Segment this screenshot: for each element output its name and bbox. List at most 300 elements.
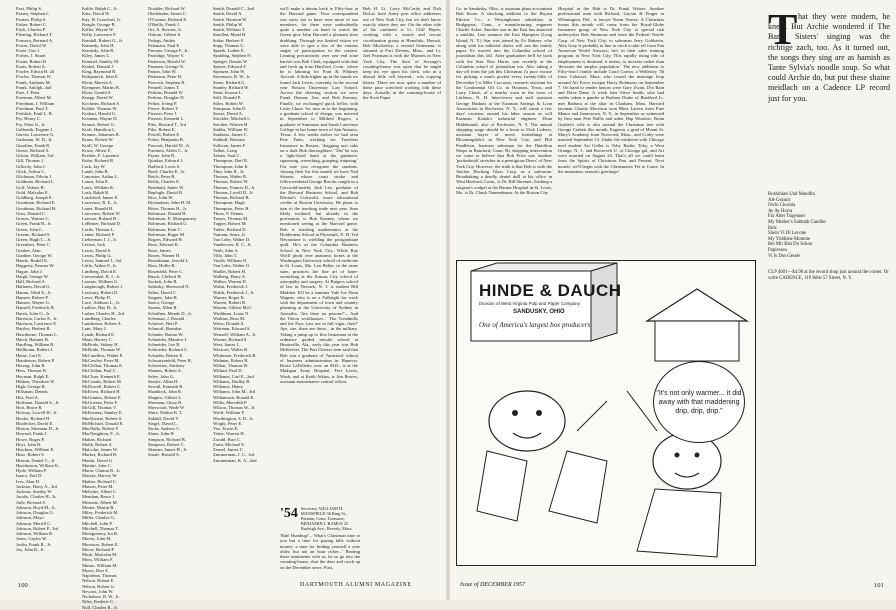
member-name: Pennell, James T.	[148, 84, 180, 90]
issue-footer: Issue of DECEMBER 1957	[460, 582, 526, 588]
class-notes-column-8	[558, 6, 664, 250]
member-name: Fonseca, Bernard A.	[16, 37, 54, 43]
member-name: Warren, Gilbert McC.	[213, 305, 253, 311]
member-name: Mester, Martin B.	[82, 504, 115, 510]
member-name: Gashman, W. D., Jr.	[16, 137, 53, 143]
member-name: Schwarzenfeld, Peter B.	[148, 357, 192, 363]
member-name: Walberg, Harry E.	[213, 273, 247, 279]
member-name: Hordecker, David E.	[16, 420, 54, 426]
member-name: Heyman, Ralph E.	[16, 373, 50, 379]
member-name: Goss, Donald C.	[16, 210, 47, 216]
member-name: Fowler, Edwin H. 2d	[16, 69, 55, 74]
member-name: Hatch, Hamner B.	[16, 336, 50, 342]
member-name: Shaddock, John R.	[148, 389, 183, 395]
member-name: Yeo, Erwin E.	[213, 426, 239, 431]
member-name: Greenlees, Peter C.	[16, 242, 52, 248]
member-name: Palamara, Paul E.	[148, 42, 181, 48]
member-name: Thrax, P. Dennis	[213, 210, 244, 216]
member-name: Schroeder, Richard C.	[148, 347, 189, 353]
member-name: Schiever, Bert P.	[148, 321, 179, 326]
member-name: Montgomery, Ira B.	[82, 531, 119, 536]
member-name: Harris, John G., Jr.	[16, 310, 51, 316]
member-name: Pierson, Peter J.	[148, 111, 178, 116]
drop-cap: T	[768, 5, 798, 54]
member-name: Stowe, David A.	[213, 111, 244, 116]
member-name: Munro, William M.	[82, 562, 118, 568]
member-name: Replogle, David R.	[148, 189, 184, 195]
member-name: Gillooly, John J.	[16, 163, 46, 169]
member-name: Kimmel, Stanley M.	[82, 58, 120, 64]
member-name: Napoleon, Thomas	[82, 573, 117, 578]
ad-location: SANDUSKY, OHIO	[513, 309, 565, 315]
member-name: Osborn, Gilbert S.	[148, 32, 182, 38]
member-name: Heilbronn, Robert J.	[16, 347, 54, 353]
member-name: Willis, Meredith P.	[213, 399, 248, 405]
member-name: Thomas, Walter R.	[213, 174, 248, 179]
member-name: McGovern, Peter F.	[82, 399, 118, 405]
member-name: Pike, Robert E.	[148, 126, 176, 132]
member-name: Jones, Gaylor W.	[16, 536, 48, 542]
member-name: Robinson, Roger M.	[148, 231, 186, 237]
member-name: Van Lobe, Walter D.	[213, 237, 251, 242]
member-name: Kennedy, John H.	[82, 42, 115, 48]
member-name: Patton, John W.	[148, 69, 177, 74]
member-name: LeBeuter, Richard D.	[82, 221, 121, 227]
member-name: Quinlan, Edward J.	[148, 158, 184, 164]
member-name: Robinson, E. Montgomery	[148, 216, 197, 221]
member-name: Zensel, James T.	[213, 447, 244, 452]
member-name: McCandless, Walter P.	[82, 352, 123, 358]
member-name: Thomas, Richard B.	[213, 195, 250, 200]
member-name: Thin, John R., Jr.	[213, 168, 245, 174]
member-name: Stanley, Richard W.	[213, 84, 250, 90]
member-name: Thompson, Hugh	[213, 200, 245, 206]
notes-paragraph-intro: 'Bah! Humbug!'... What's Christmas time to you but a time for paying bills without money; a time for finding yourself a year older, but not an hour richer...' Bearing these sentiments with us, let us go into the counting-house, shut the door and catch up on the December news. First,	[280, 533, 360, 570]
member-name: Mosk, Malcolm M.	[82, 552, 118, 557]
member-name: Parsons, George F., Jr.	[148, 48, 189, 53]
member-name: Malcolm, James W.	[82, 447, 118, 452]
member-name: MacNally, Robert F.	[82, 426, 119, 431]
member-name: Reich, Peter B.	[148, 174, 176, 179]
member-name: Kahle, Ralph C., Jr.	[82, 6, 118, 11]
member-name: Klempner, Martin B.	[82, 84, 120, 90]
class-year-label: '54	[280, 506, 298, 521]
member-name: Goodman, Richard H.	[16, 205, 57, 211]
member-name: Warner, Roger K.	[213, 294, 246, 300]
notes-paragraph-3: Co. in Sandusky, Ohio, is assistant plant accountant Bob Incan. A shocking addition to the Bryant Electric Co., a Westinghouse subsidiary in Bridgeport, Conn., a manufacturing engineer Charlie Acker. Another star in the East has attracted a satellite. Last summer the East Hampton (Long Island, N. Y.) Star was joined by Ev Rattner, who along with his editorial duties will run the family paper. Ev moved into the Columbia school of journalism this fall. After graduation he'll be back with the Star. Ron Harris was recently at the Columbia school of journalism too. Also taking a day-off from the job this Christmas ('a poor excuse for picking a man's pocket every twenty-fifth of December') is Mike Corcoran, research assistant for the Continental Oil Co. in Houston, Texas, and Larry Chase, of a nearby town in the town of Littleton, N. H. Interviewer and staff assistant George Haskins at the Eastman Savings & Loan Association in Rochester, N. Y., will sneak a few days' vacation around his labor season as will Eastman Kodak's industrial engineer Dean Hildebrandt, also of Rochester, N. Y. The annual shopping surge should be a boon to Dick Lederer, assistant buyer of men's furnishings at Bloomingdale's in New York City, and Phil Pendleton, business salesman for the Hamilton Shops in Branford, Conn. By shopping intervention we come to believe that Bob Price was 'another 'pocketbook' stretcher in a prestigious Deers' of New York City. However, the truth is that Bob is with the Anchor Hocking Glass Corp. as a salesman. Broadtaking a deadly deniel drill at his office in West Hartford, Conn., is Dr. Bill Shreiner, flushing a surgeon's scalpel at the Barnes Hospital in St. Louis, Mo. is Dr. Chuck Tannenbaum. At the Boston City	[456, 6, 552, 195]
member-name: Wadler, Robert H.	[213, 268, 247, 274]
ad-division: Division of West Virginia Pulp and Paper Company	[479, 301, 581, 306]
hinde-dauch-advertisement	[456, 260, 756, 566]
member-name: Johnson, William R.	[16, 531, 54, 536]
left-page	[0, 0, 446, 610]
member-name: Lundstrom, Robert A.	[82, 321, 122, 326]
member-name: Schaffner, Meade D., Jr.	[148, 310, 193, 316]
class-notes-column-6	[363, 6, 441, 574]
member-name: Kay, H. Crawford, Jr.	[82, 16, 121, 22]
member-name: Kothari, Harold G.	[82, 111, 117, 116]
member-name: Moss, William F.	[82, 557, 114, 563]
member-name: Sewall, Kenneth R.	[148, 384, 184, 389]
song-title: Otchi Chornia	[768, 203, 796, 209]
member-name: Newton, John W.	[82, 588, 114, 594]
member-name: Giardino, Frank R.	[16, 142, 51, 148]
member-name: Washburn, Louis N.	[213, 310, 250, 316]
member-name: Talbot, Craig	[213, 147, 237, 153]
member-name: Lash, Ralph R.	[82, 189, 110, 195]
member-name: Lamb, John B.	[82, 168, 109, 174]
member-name: Horton, Sherman D., Jr.	[16, 426, 60, 431]
member-name: Payne, John B.	[148, 153, 176, 158]
member-name: Lanza, John E.	[82, 179, 110, 185]
class-1954-header	[280, 506, 360, 587]
member-name: Kreider, F. Laurence	[82, 153, 120, 158]
member-name: Howe, Roger P.	[16, 436, 45, 442]
song-title: Ale Gezunt	[768, 197, 790, 203]
member-name: Smith, David A.	[213, 11, 243, 17]
member-name: Lindberg, David E.	[82, 268, 118, 274]
member-name: Sartor, George	[148, 300, 175, 305]
member-name: MacKenzie, Robert S.	[82, 415, 123, 421]
member-name: Hansen, Wayne G.	[16, 300, 50, 305]
left-page-number: 100	[18, 582, 28, 589]
member-name: Lawson, Roland B.	[82, 216, 118, 221]
member-name: Matson, Peter M.	[82, 483, 114, 489]
member-name: Westcott, Walter R.	[213, 347, 249, 353]
member-name: Miller, Charles G.	[82, 515, 115, 521]
member-name: Simpson, Richard B.	[148, 436, 186, 442]
member-name: Stone, Richard G.	[213, 79, 246, 85]
member-name: Fry, Peter G., Jr.	[16, 121, 46, 127]
member-name: Fowler, Thomas W.	[16, 74, 52, 80]
member-name: Williamson, Ronald E.	[213, 394, 255, 400]
member-name: Sherman, Oscar R.	[148, 399, 183, 405]
member-name: Kruse, Albert F.	[82, 147, 111, 153]
member-name: Fower, David W.	[16, 42, 47, 48]
member-name: Wenzell, William A., Jr.	[213, 331, 257, 337]
member-name: Morris, John M.	[82, 536, 112, 542]
member-name: Sprinzer, John W.	[213, 69, 246, 74]
member-name: Walker, Warren D.	[213, 279, 247, 284]
song-title: Bei Mir Bist Du Schon	[768, 242, 813, 248]
member-name: Gold, Malcolm E.	[16, 189, 49, 195]
member-name: Mahan, Richard	[82, 436, 112, 442]
song-title: Vi Is Dos Gesele	[768, 253, 801, 259]
member-name: Stiles, Robert W.	[213, 100, 244, 106]
member-name: McEwen, Richard H.	[82, 389, 121, 395]
notes-paragraph-2: Bob H. Lt. Larry McCardy and Dalt DuLac have Army post office addresses out of New York City, but we don't know exactly where they are. On the other side of the continent is Lt. Cliff Hayes, working with a search and rescue coordination group at Honolulu, Hawaii. Bob Mockerley, a second lieutenant, is situated at Fort Devens, Mass., and Lt. Joel Pearman is with the Marines in New York City. The door of Scrooge's counting-house was open that he might keep his eye upon his clerk, who in a dismal little cell beyond... was copying letters. There are now quite a number of these poor wretched working folk these days. Actually in the counting-house of the Scott Paper	[363, 6, 441, 101]
member-name: Friedman, Paul T.	[16, 105, 49, 111]
member-name: Gunther, George W.	[16, 252, 53, 258]
member-name: Friedman, J. William	[16, 100, 55, 106]
member-name: Graves, Warner C.	[16, 216, 50, 221]
member-name: Kramer, Johannes R.	[82, 132, 120, 137]
member-name: Hague, John J.	[16, 268, 43, 274]
member-name: Mitchell, Thomas T.	[82, 525, 119, 531]
member-name: Strother, Warren H.	[213, 121, 249, 127]
right-page-number: 101	[874, 582, 884, 589]
member-name: Robinson, Kent C.	[148, 226, 182, 232]
member-name: Jaffe, Richard S.	[16, 499, 47, 505]
member-name: Ives, Alan H.	[16, 478, 40, 484]
member-name: Schweizer, Anthony	[148, 363, 185, 368]
member-name: Hawthorne, Thomas L.	[16, 331, 59, 337]
member-name: Loewenthal, R. J., Jr.	[82, 273, 121, 279]
class-list-column-2	[82, 6, 146, 610]
member-name: Hillsman, Dennis	[16, 389, 48, 395]
member-name: Hibben, Theodore W.	[16, 378, 56, 384]
member-name: Zarin, Michael S.	[213, 441, 245, 447]
member-name: Kraus, Robert W.	[82, 137, 114, 143]
member-name: Fitch, Charles F.	[16, 27, 46, 32]
member-name: Willard, Paul D.	[213, 368, 243, 374]
member-name: Strickler, Mitchell L.	[213, 116, 252, 122]
ad-company-name: HINDE & DAUCH	[479, 281, 622, 300]
member-name: Whitmore, Frederick B.	[213, 352, 257, 358]
member-name: Vanderveer, R. C., Jr.	[213, 242, 252, 248]
member-name: Siddall, David V.	[148, 415, 180, 421]
member-name: Lewis, Samuel J., 3rd	[82, 258, 122, 263]
member-name: McClellan, Paul C.	[82, 368, 117, 374]
member-name: Weiss, Donald A.	[213, 321, 245, 326]
member-name: Glickman, Edwin J.	[16, 174, 53, 179]
member-name: Robinson, Donald H.	[148, 210, 187, 216]
member-name: McMichael, Donald E.	[82, 420, 124, 426]
member-name: Free, J. Peter	[16, 90, 40, 95]
member-name: Smith, Harmon W.	[213, 16, 248, 22]
barry-sisters-ad-copy: hat they were modern, he knew. But Archie wondered if The Barry Sisters' singing was the richtige zach, too. As it turned out, the songs they sing are as hamish as Tante Sylvia's noodle soup. So what could Archie do, but put these shaine meidlach on a Cadence LP record just for you.	[768, 12, 890, 103]
member-name: Hutchinson, William K.	[16, 462, 60, 468]
member-name: Harrison, Carlos E., Jr.	[16, 315, 58, 321]
member-name: Lowbury, Robert D.	[82, 289, 119, 295]
member-name: Kennedy, John R.	[82, 48, 115, 53]
member-name: Hitt, Fred A.	[16, 394, 39, 400]
member-name: Reilly, Charles E.	[148, 179, 181, 185]
member-name: Haufling, William R.	[16, 342, 55, 347]
member-name: Krull, W. George	[82, 142, 114, 148]
member-name: Shapiro, Gilbert L.	[148, 394, 183, 400]
member-name: Sopp, Thomas C.	[213, 42, 245, 48]
member-name: Howard, Frank J.	[16, 431, 48, 437]
member-name: Keagle, George B.	[82, 21, 116, 27]
member-name: Prescott, Harold W., Jr.	[148, 142, 191, 148]
member-name: Johnson, Merrill C.	[16, 520, 52, 526]
member-name: Schmoff, Brandon	[148, 326, 182, 332]
member-name: Rosen, Warner H.	[148, 252, 181, 258]
member-name: Schuder, Barton W.	[148, 331, 184, 337]
member-name: Potter, Benjamin B.	[148, 137, 184, 143]
member-name: Fouts, Robert A.	[16, 63, 47, 69]
member-name: Lewis, Philip G.	[82, 252, 112, 258]
member-name: Johnson, Robert P., 3rd	[16, 525, 59, 531]
member-name: Tutlee, Richard D.	[213, 226, 247, 232]
member-name: Walsh, Frederick J., Jr.	[213, 289, 255, 295]
member-name: Lynah, Richard E.	[82, 331, 116, 337]
record-offer: CLP 4001—$4.98 at the record shop just around the corner. Or write CADENCE, 119 West 57 Street, N. Y.	[768, 270, 889, 281]
member-name: Thompson, Darl R.	[213, 158, 249, 164]
member-name: Mendam, Bruce J.	[82, 494, 116, 500]
member-name: Sargent, John R.	[148, 294, 178, 300]
member-name: Greene, Richard S.	[16, 231, 51, 237]
member-name: Perkins, Douglas D.	[148, 95, 185, 101]
member-name: Hansell, Frederick R.	[16, 305, 55, 311]
member-name: Galbraith, Eugene J.	[16, 126, 54, 132]
member-name: McClellan, Thomas E.	[82, 363, 124, 368]
member-name: Pierce, Robert T.	[148, 105, 179, 111]
member-name: Peacock, Stephen R.	[148, 79, 186, 85]
member-name: Holway, Lowell H., Jr.	[16, 410, 58, 416]
member-name: Leeds, Thomas L.	[82, 226, 115, 232]
member-name: Siegel, David L.	[148, 420, 178, 426]
member-name: Stimpson, John D.	[213, 105, 247, 111]
member-name: Hoyt, John B.	[16, 441, 42, 447]
member-name: Sampson, Robert C.	[148, 441, 185, 447]
member-name: Jackson, Harry A., 3rd	[16, 483, 57, 489]
member-name: Nelson, Robert G.	[82, 583, 116, 589]
member-name: Henderson, Robert P.	[16, 357, 55, 363]
member-name: Reed, Charles E., Jr.	[148, 168, 185, 174]
member-name: Trayes, Thomas M.	[213, 216, 249, 221]
member-name: McBride, Sidney H.	[82, 342, 119, 347]
member-name: Sohar, Herbert F.	[213, 37, 245, 43]
member-name: Smith, Donald C., 2nd	[213, 6, 254, 11]
song-title: My Yiddishe Momme	[768, 236, 811, 242]
member-name: Massey, Harvey W.	[82, 473, 118, 479]
member-name: Oberlander, James C.	[148, 11, 187, 17]
member-name: Spiegel, Dennis W.	[213, 58, 248, 64]
member-name: Thomas, Robert W.	[213, 179, 249, 185]
member-name: Spalding, Stephen N.	[213, 53, 252, 59]
member-name: Kuhn, Richard B.	[82, 158, 115, 164]
member-name: Rusch, Clifford H.	[148, 273, 182, 279]
member-name: Slater, John H.	[148, 431, 175, 437]
member-name: Talaeo, Saul C.	[213, 153, 241, 158]
member-name: Luther, Charles H., 3rd	[82, 310, 124, 316]
member-name: McKenney, Stanley E.	[82, 410, 123, 416]
member-name: Loomis, William G.	[82, 279, 119, 284]
member-name: Maas, Harvey C.	[82, 336, 113, 342]
member-name: Robinson, Richard G.	[148, 221, 188, 227]
member-name: Pitts, Howard T., 3rd	[148, 121, 186, 127]
member-name: Stubbs, William W.	[213, 126, 249, 132]
member-name: Huston, Daniel C., Jr.	[16, 457, 56, 463]
class-list-column-1	[16, 6, 80, 552]
member-name: Wilbur, Thomas W.	[213, 363, 249, 368]
member-name: Thompson, Peter H.	[213, 205, 250, 211]
member-name: Knapp, David W.	[82, 95, 114, 101]
member-name: Lunt, Mary J.	[82, 326, 107, 332]
member-name: Lowe, Philip D.	[82, 294, 112, 300]
member-name: Frank, Anthony M.	[16, 79, 51, 85]
song-title: My Mother's Sabbath Candles	[768, 219, 827, 225]
member-name: Rice, John W.	[148, 195, 174, 200]
member-name: Richardson, John H. M.	[148, 200, 192, 206]
member-name: Marra, Clinton R., Jr.	[82, 468, 121, 473]
member-name: Pierson, Kenneth L.	[148, 116, 185, 122]
member-name: Wolff, William F.	[213, 410, 245, 416]
member-name: Frank, Adolph, 2nd	[16, 84, 52, 90]
song-title: Far Alter Tsigeuner	[768, 214, 806, 220]
member-name: Wright, Peter E.	[213, 420, 243, 426]
member-name: Katz, David W.	[82, 11, 111, 17]
member-name: Radford, Louis S.	[148, 163, 181, 169]
member-name: Wilson, Thomas W., Jr.	[213, 405, 256, 410]
member-name: High, George B.	[16, 384, 46, 389]
member-name: Gilson, William, 3rd	[16, 153, 54, 158]
member-name: Fenton, Philip S.	[16, 16, 47, 22]
member-name: Johnson, Mayo	[16, 515, 44, 521]
member-name: Zacahl, Burt C.	[213, 436, 242, 442]
member-name: Perkins, Donald W.	[148, 90, 184, 95]
member-name: Schneider, Lee B.	[148, 342, 181, 347]
member-name: Heinz, Carl E.	[16, 352, 43, 358]
member-name: Hartley, Herbert R.	[16, 326, 51, 332]
member-name: Skinner, James H., Jr.	[148, 447, 188, 452]
member-name: Scheman, J. Ronald	[148, 315, 185, 321]
member-name: Levine, Jack	[82, 242, 105, 248]
member-name: Ludlow, Ray H., Jr.	[82, 305, 118, 311]
member-name: Herzog, John B.	[16, 363, 46, 368]
member-name: Green, John C.	[16, 226, 44, 232]
member-name: McGinniss, Robert E.	[82, 394, 122, 400]
member-name: Patterson, Peter H.	[148, 74, 183, 80]
right-page	[450, 0, 896, 600]
member-name: Kocheim, Richard S.	[82, 100, 121, 106]
member-name: Hess, Thomas B.	[16, 368, 47, 374]
member-name: Worthington, S. D., Jr.	[213, 415, 254, 421]
member-name: Powell, Robert E.	[148, 132, 181, 137]
member-name: Padegs, Andris	[148, 37, 176, 43]
member-name: Schaefer, Robert E.	[148, 352, 184, 358]
member-name: Froblich, Emil L. B.	[16, 111, 53, 116]
member-name: Freeman, Albert M.	[16, 95, 52, 101]
member-name: Hamm, Ward E., Jr.	[16, 289, 52, 295]
member-name: Goodman, Richard E.	[16, 200, 56, 206]
member-name: Hall, Richard A.	[16, 279, 46, 284]
member-name: Spaeth, Luther E.	[213, 48, 245, 53]
member-name: Marker, Richard B.	[82, 452, 118, 458]
member-name: Sachs, Andrew C.	[148, 426, 181, 431]
member-name: Pasanen, George N.	[148, 63, 185, 69]
member-name: Green, Frank R., Jr.	[16, 221, 52, 227]
member-name: Tupper, Robert M.	[213, 221, 247, 227]
member-name: Joslin, Frank R., Jr.	[16, 541, 52, 547]
member-name: O'Connor, Richard E.	[148, 16, 188, 22]
member-name: Fisher, Robert C.	[16, 21, 48, 27]
member-name: Hooke, Richard H.	[16, 415, 51, 421]
song-title: Ay Ay Horra	[768, 208, 793, 214]
member-name: Yetter, Warren H.	[213, 431, 245, 437]
song-title: Shein Vi Di Levone	[768, 231, 807, 237]
member-name: Thompson, John K.	[213, 163, 249, 169]
member-name: Faxt, Philip S.	[16, 6, 43, 11]
member-name: Lawrence, R. E., Jr.	[82, 200, 118, 206]
member-name: Miley, Frederick M.	[82, 510, 119, 515]
class-notes-column-5	[280, 6, 358, 500]
member-name: Noulder, Richard W.	[148, 6, 186, 11]
member-name: Keller, Wayne W.	[82, 27, 114, 32]
member-name: Harrison, Lawrence E.	[16, 321, 58, 326]
member-name: Stevenson, R. W., Jr.	[213, 74, 251, 80]
member-name: Kohler, Thomas W.	[82, 105, 118, 111]
member-name: Kotanen, Wayne D.	[82, 116, 118, 122]
class-officers: Secretary, WILLIAM H. MANSFIELD 36 Ring St., Putnam, Conn. Treasurer, BENJAMIN J. RAMOS 25 Burleigh Ave., Beverly, Mass.	[300, 506, 353, 531]
member-name: Huse, Robert S.	[16, 452, 45, 458]
member-name: Villa, John T.	[213, 252, 238, 258]
member-name: Ross, Hollis R.	[148, 263, 176, 269]
member-name: Glick, Arthur C.	[16, 168, 46, 174]
member-name: Malik, Robert A.	[82, 441, 113, 447]
